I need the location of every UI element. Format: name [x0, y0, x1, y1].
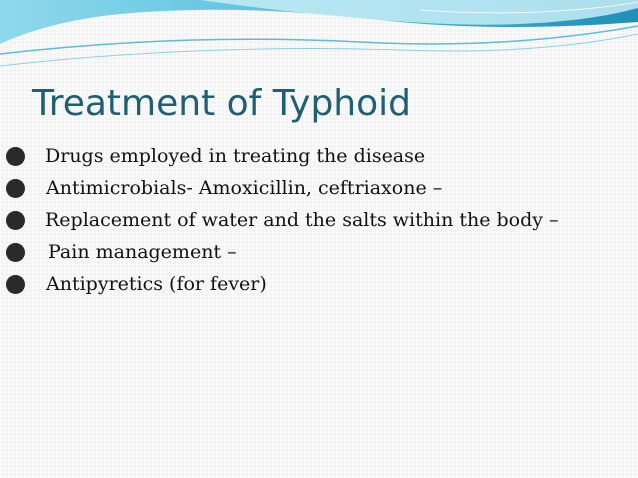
bullet-text: Antipyretics (for fever) — [46, 273, 267, 295]
bullet-dot-icon — [6, 147, 25, 166]
wave-line-upper — [0, 26, 638, 54]
bullet-text: Drugs employed in treating the disease — [45, 145, 426, 167]
bullet-item-drugs — [0, 140, 559, 172]
bullet-item-pain — [0, 236, 559, 268]
bullet-list — [0, 140, 559, 300]
bullet-item-replacement — [0, 204, 559, 236]
header-wave-decoration — [0, 0, 638, 80]
bullet-dot-icon — [6, 243, 25, 262]
bullet-item-antipyretics — [0, 268, 559, 300]
bullet-text: Pain management – — [48, 241, 237, 263]
bullet-dot-icon — [6, 211, 25, 230]
bullet-dot-icon — [6, 179, 25, 198]
bullet-text: Antimicrobials- Amoxicillin, ceftriaxone – — [46, 177, 443, 199]
bullet-text: Replacement of water and the salts within the body – — [45, 209, 559, 231]
bullet-item-antimicrobials — [0, 172, 559, 204]
slide-title: Treatment of Typhoid — [32, 83, 412, 124]
bullet-dot-icon — [6, 275, 25, 294]
